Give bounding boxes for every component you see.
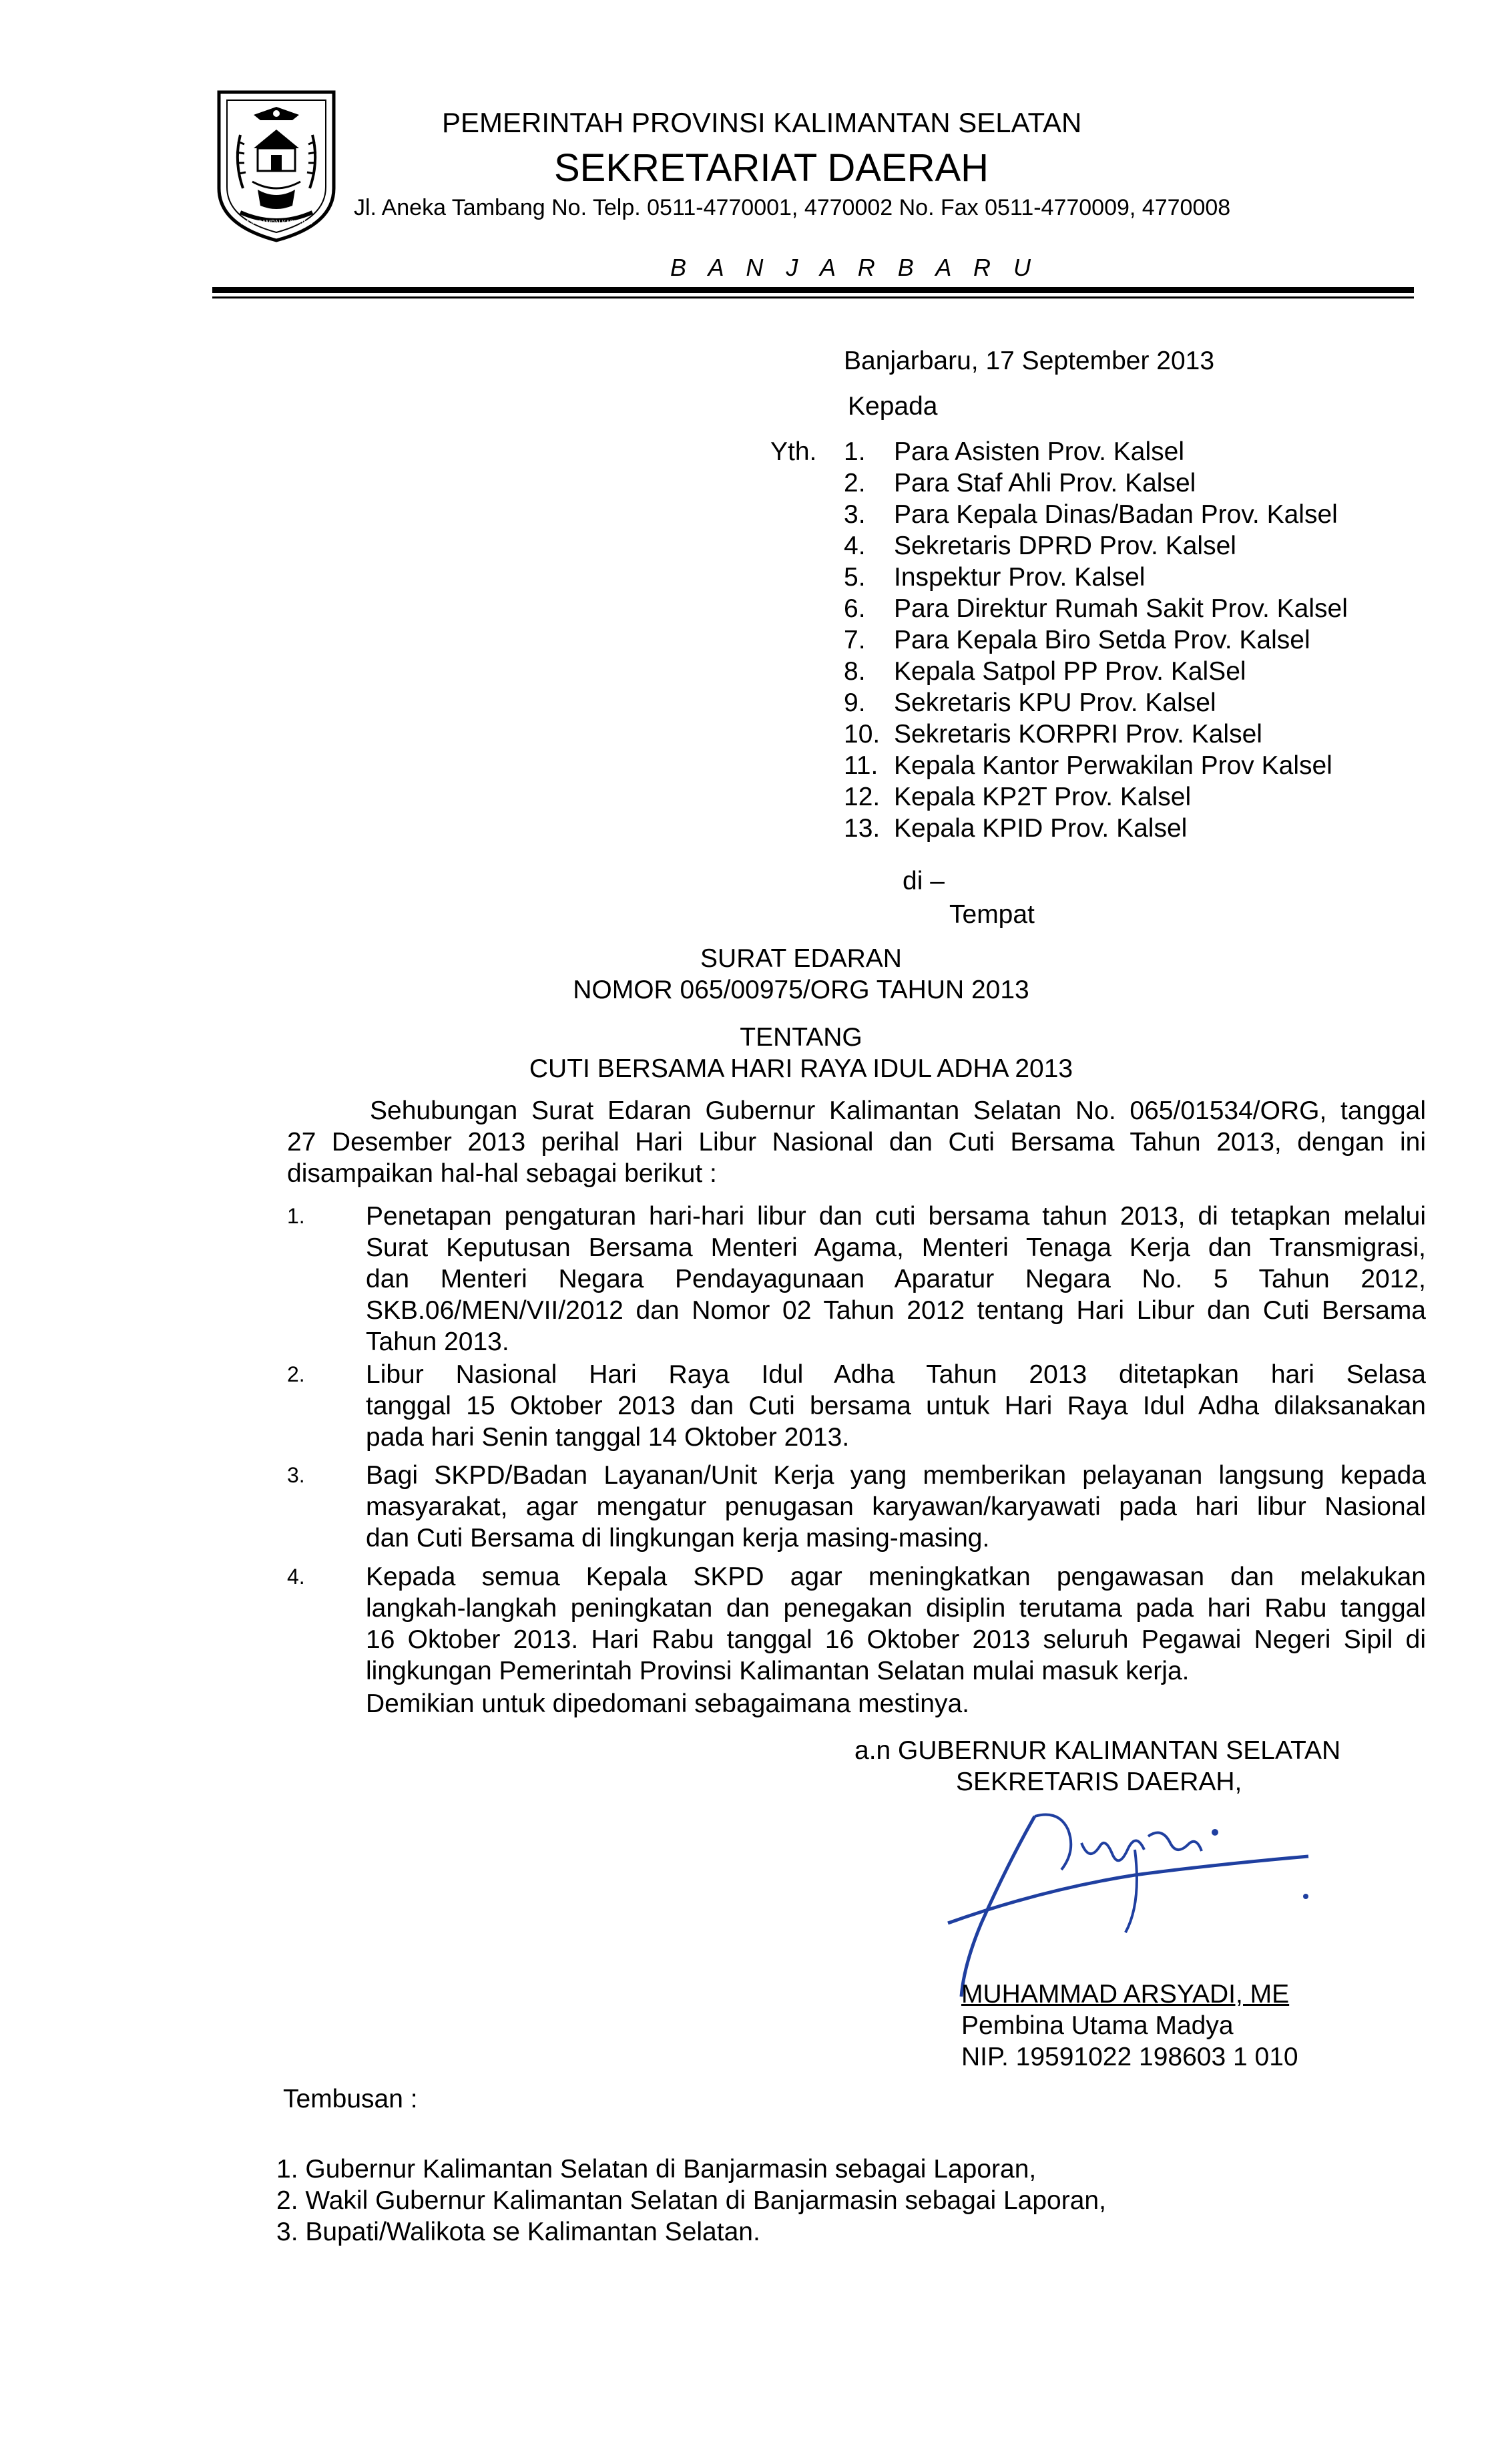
office-city: B A N J A R B A R U bbox=[670, 254, 1039, 281]
to-label: Kepada bbox=[848, 392, 938, 421]
recipient-number: 4. bbox=[844, 532, 866, 560]
signer-name: MUHAMMAD ARSYADI, ME bbox=[961, 1980, 1290, 2009]
document-number: NOMOR 065/00975/ORG TAHUN 2013 bbox=[573, 976, 1029, 1004]
recipient-label: Para Staf Ahli Prov. Kalsel bbox=[894, 469, 1196, 497]
paragraph-line: 27 Desember 2013 perihal Hari Libur Nasional dan Cuti Bersama Tahun 2013, dengan ini bbox=[287, 1128, 1426, 1157]
recipient-label: Para Kepala Dinas/Badan Prov. Kalsel bbox=[894, 500, 1338, 529]
copy-recipient: 1. Gubernur Kalimantan Selatan di Banjarmasin sebagai Laporan, bbox=[276, 2155, 1037, 2184]
handwritten-signature bbox=[935, 1790, 1335, 2003]
recipient-number: 12. bbox=[844, 783, 881, 811]
recipient-number: 5. bbox=[844, 563, 866, 592]
recipient-number: 11. bbox=[844, 751, 879, 780]
di-label: di – bbox=[903, 867, 945, 895]
yth-label: Yth. bbox=[770, 437, 817, 466]
item-line: dan Cuti Bersama di lingkungan kerja masing-masing. bbox=[366, 1524, 990, 1553]
item-line: lingkungan Pemerintah Provinsi Kalimantan Selatan mulai masuk kerja. bbox=[366, 1657, 1190, 1685]
copies-label: Tembusan : bbox=[283, 2085, 418, 2113]
document-type: SURAT EDARAN bbox=[700, 944, 902, 973]
recipient-number: 6. bbox=[844, 594, 866, 623]
item-line: Surat Keputusan Bersama Menteri Agama, Menteri Tenaga Kerja dan Transmigrasi, bbox=[366, 1233, 1426, 1262]
recipient-label: Kepala KP2T Prov. Kalsel bbox=[894, 783, 1192, 811]
copy-recipient: 2. Wakil Gubernur Kalimantan Selatan di Banjarmasin sebagai Laporan, bbox=[276, 2186, 1106, 2215]
province-emblem bbox=[214, 88, 339, 243]
recipient-number: 7. bbox=[844, 626, 866, 654]
position-line: SEKRETARIS DAERAH, bbox=[956, 1768, 1242, 1796]
item-line: pada hari Senin tanggal 14 Oktober 2013. bbox=[366, 1423, 850, 1452]
signer-nip: NIP. 19591022 198603 1 010 bbox=[961, 2043, 1298, 2071]
item-number: 2. bbox=[287, 1362, 305, 1386]
on-behalf-line: a.n GUBERNUR KALIMANTAN SELATAN bbox=[854, 1736, 1341, 1765]
department-name: SEKRETARIAT DAERAH bbox=[554, 146, 989, 190]
recipient-label: Para Kepala Biro Setda Prov. Kalsel bbox=[894, 626, 1310, 654]
item-number: 4. bbox=[287, 1565, 305, 1589]
item-line: Kepada semua Kepala SKPD agar meningkatkan pengawasan dan melakukan bbox=[366, 1563, 1426, 1591]
recipient-number: 13. bbox=[844, 814, 881, 843]
item-line: SKB.06/MEN/VII/2012 dan Nomor 02 Tahun 2012 tentang Hari Libur dan Cuti Bersama bbox=[366, 1296, 1426, 1325]
place-date: Banjarbaru, 17 September 2013 bbox=[844, 347, 1215, 375]
recipient-label: Kepala KPID Prov. Kalsel bbox=[894, 814, 1188, 843]
recipient-label: Sekretaris KPU Prov. Kalsel bbox=[894, 688, 1216, 717]
recipient-number: 2. bbox=[844, 469, 866, 497]
tempat-label: Tempat bbox=[949, 900, 1035, 929]
government-name: PEMERINTAH PROVINSI KALIMANTAN SELATAN bbox=[442, 107, 1082, 138]
letterhead-rule-thin bbox=[212, 296, 1414, 298]
letterhead-rule-thick bbox=[212, 287, 1414, 293]
recipient-number: 10. bbox=[844, 720, 881, 749]
item-line: Penetapan pengaturan hari-hari libur dan cuti bersama tahun 2013, di tetapkan melalui bbox=[366, 1202, 1426, 1231]
recipient-label: Kepala Satpol PP Prov. KalSel bbox=[894, 657, 1246, 686]
recipient-label: Inspektur Prov. Kalsel bbox=[894, 563, 1146, 592]
recipient-number: 1. bbox=[844, 437, 866, 466]
item-line: tanggal 15 Oktober 2013 dan Cuti bersama untuk Hari Raya Idul Adha dilaksanakan bbox=[366, 1392, 1426, 1420]
recipient-number: 3. bbox=[844, 500, 866, 529]
recipient-number: 8. bbox=[844, 657, 866, 686]
recipient-label: Kepala Kantor Perwakilan Prov Kalsel bbox=[894, 751, 1332, 780]
emblem-motto: WAJA SAMPAI KAPUTING bbox=[240, 219, 313, 226]
item-line: 16 Oktober 2013. Hari Rabu tanggal 16 Oktober 2013 seluruh Pegawai Negeri Sipil di bbox=[366, 1625, 1426, 1654]
recipient-label: Para Direktur Rumah Sakit Prov. Kalsel bbox=[894, 594, 1348, 623]
intro-paragraph bbox=[287, 1095, 1426, 1189]
item-line: dan Menteri Negara Pendayagunaan Aparatur Negara No. 5 Tahun 2012, bbox=[366, 1265, 1426, 1293]
item-line: masyarakat, agar mengatur penugasan karyawan/karyawati pada hari libur Nasional bbox=[366, 1492, 1426, 1521]
recipient-label: Sekretaris KORPRI Prov. Kalsel bbox=[894, 720, 1262, 749]
recipient-number: 9. bbox=[844, 688, 866, 717]
item-line: Bagi SKPD/Badan Layanan/Unit Kerja yang memberikan pelayanan langsung kepada bbox=[366, 1461, 1426, 1490]
item-number: 1. bbox=[287, 1204, 305, 1228]
signer-rank: Pembina Utama Madya bbox=[961, 2011, 1234, 2040]
office-address: Jl. Aneka Tambang No. Telp. 0511-4770001, 4770002 No. Fax 0511-4770009, 4770008 bbox=[354, 195, 1231, 220]
signature-block bbox=[854, 1735, 1340, 1798]
item-number: 3. bbox=[287, 1463, 305, 1487]
copies-list bbox=[276, 2153, 1106, 2248]
about-label: TENTANG bbox=[740, 1023, 862, 1052]
paragraph-line: Sehubungan Surat Edaran Gubernur Kalimantan Selatan No. 065/01534/ORG, tanggal bbox=[370, 1096, 1426, 1125]
item-line: Tahun 2013. bbox=[366, 1327, 509, 1356]
closing-sentence: Demikian untuk dipedomani sebagaimana mestinya. bbox=[366, 1689, 970, 1718]
recipient-label: Para Asisten Prov. Kalsel bbox=[894, 437, 1184, 466]
document-subject: CUTI BERSAMA HARI RAYA IDUL ADHA 2013 bbox=[529, 1054, 1073, 1083]
item-line: Libur Nasional Hari Raya Idul Adha Tahun 2013 ditetapkan hari Selasa bbox=[366, 1360, 1426, 1389]
item-line: langkah-langkah peningkatan dan penegakan disiplin terutama pada hari Rabu tanggal bbox=[366, 1594, 1426, 1623]
copy-recipient: 3. Bupati/Walikota se Kalimantan Selatan. bbox=[276, 2218, 760, 2246]
recipient-label: Sekretaris DPRD Prov. Kalsel bbox=[894, 532, 1236, 560]
paragraph-line: disampaikan hal-hal sebagai berikut : bbox=[287, 1159, 717, 1188]
